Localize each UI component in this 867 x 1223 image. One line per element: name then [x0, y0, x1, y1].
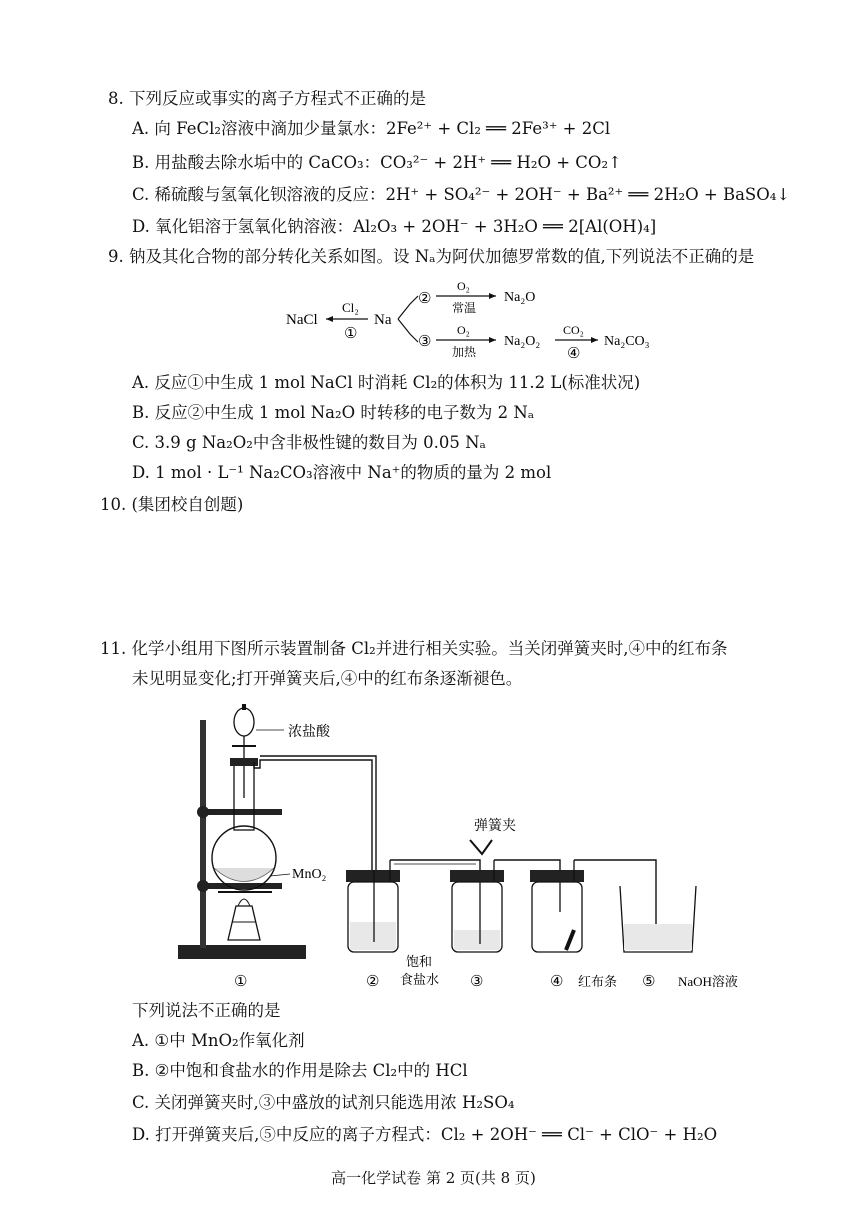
naoh-label: NaOH溶液 — [678, 974, 738, 989]
page-footer: 高一化学试卷 第 2 页(共 8 页) — [331, 1169, 536, 1187]
label-5: ⑤ — [642, 974, 656, 990]
brine-label-1: 饱和 — [406, 954, 433, 969]
na2o2-label: Na₂O₂ — [504, 334, 541, 349]
cloth-label: 红布条 — [578, 974, 618, 989]
nacl-label: NaCl — [286, 312, 318, 328]
q9-option-a: A. 反应①中生成 1 mol NaCl 时消耗 Cl₂的体积为 11.2 L(标准状况) — [132, 373, 641, 392]
mno2-label: MnO₂ — [292, 867, 327, 882]
q11-option-a: A. ①中 MnO₂作氧化剂 — [132, 1031, 305, 1050]
label-2: ② — [366, 974, 380, 990]
label-1: ① — [234, 974, 248, 990]
q8-stem: 8. 下列反应或事实的离子方程式不正确的是 — [108, 89, 426, 108]
q11-option-c: C. 关闭弹簧夹时,③中盛放的试剂只能选用浓 H₂SO₄ — [132, 1093, 515, 1112]
sodium-conversion-diagram — [270, 274, 690, 364]
q8-option-c: C. 稀硫酸与氢氧化钡溶液的反应：2H⁺ + SO₄²⁻ + 2OH⁻ + Ba²⁺ ══ 2H₂O + BaSO₄↓ — [132, 185, 791, 204]
q9-option-d: D. 1 mol · L⁻¹ Na₂CO₃溶液中 Na⁺的物质的量为 2 mol — [132, 463, 552, 482]
q8-option-d: D. 氧化铝溶于氢氧化钠溶液：Al₂O₃ + 2OH⁻ + 3H₂O ══ 2[Al(OH)₄] — [132, 217, 657, 236]
q9-stem: 9. 钠及其化合物的部分转化关系如图。设 Nₐ为阿伏加德罗常数的值,下列说法不正确的是 — [108, 247, 755, 266]
q11-option-d: D. 打开弹簧夹后,⑤中反应的离子方程式：Cl₂ + 2OH⁻ ══ Cl⁻ + ClO⁻ + H₂O — [132, 1125, 718, 1144]
o2-a-label: O₂ — [457, 279, 470, 293]
na-label: Na — [374, 312, 392, 328]
q9-option-b: B. 反应②中生成 1 mol Na₂O 时转移的电子数为 2 Nₐ — [132, 403, 535, 422]
na2co3-label: Na₂CO₃ — [604, 334, 650, 349]
q11-question: 下列说法不正确的是 — [132, 1001, 281, 1020]
label-4: ④ — [550, 974, 564, 990]
q9-option-c: C. 3.9 g Na₂O₂中含非极性键的数目为 0.05 Nₐ — [132, 433, 486, 452]
cond-room-temp: 常温 — [452, 301, 477, 315]
q11-stem-line2: 未见明显变化;打开弹簧夹后,④中的红布条逐渐褪色。 — [132, 669, 523, 688]
hcl-label: 浓盐酸 — [288, 725, 330, 740]
q11-option-b: B. ②中饱和食盐水的作用是除去 Cl₂中的 HCl — [132, 1061, 468, 1080]
co2-label: CO₂ — [563, 323, 584, 337]
reaction-3-label: ③ — [418, 334, 432, 350]
reaction-2-label: ② — [418, 291, 432, 307]
q8-option-a: A. 向 FeCl₂溶液中滴加少量氯水：2Fe²⁺ + Cl₂ ══ 2Fe³⁺ + 2Cl — [132, 119, 611, 138]
chlorine-apparatus-diagram — [170, 700, 770, 1000]
q10-stem: 10. (集团校自创题) — [100, 495, 244, 514]
cond-heating: 加热 — [452, 345, 477, 359]
q11-stem-line1: 11. 化学小组用下图所示装置制备 Cl₂并进行相关实验。当关闭弹簧夹时,④中的红布条 — [100, 639, 728, 658]
cl2-label: Cl₂ — [342, 300, 359, 315]
clamp-label: 弹簧夹 — [474, 819, 516, 834]
reaction-4-label: ④ — [567, 346, 581, 362]
q8-option-b: B. 用盐酸去除水垢中的 CaCO₃：CO₃²⁻ + 2H⁺ ══ H₂O + CO₂↑ — [132, 153, 622, 172]
o2-b-label: O₂ — [457, 323, 470, 337]
reaction-1-label: ① — [344, 326, 358, 342]
na2o-label: Na₂O — [504, 290, 536, 305]
label-3: ③ — [470, 974, 484, 990]
brine-label-2: 食盐水 — [400, 972, 440, 987]
